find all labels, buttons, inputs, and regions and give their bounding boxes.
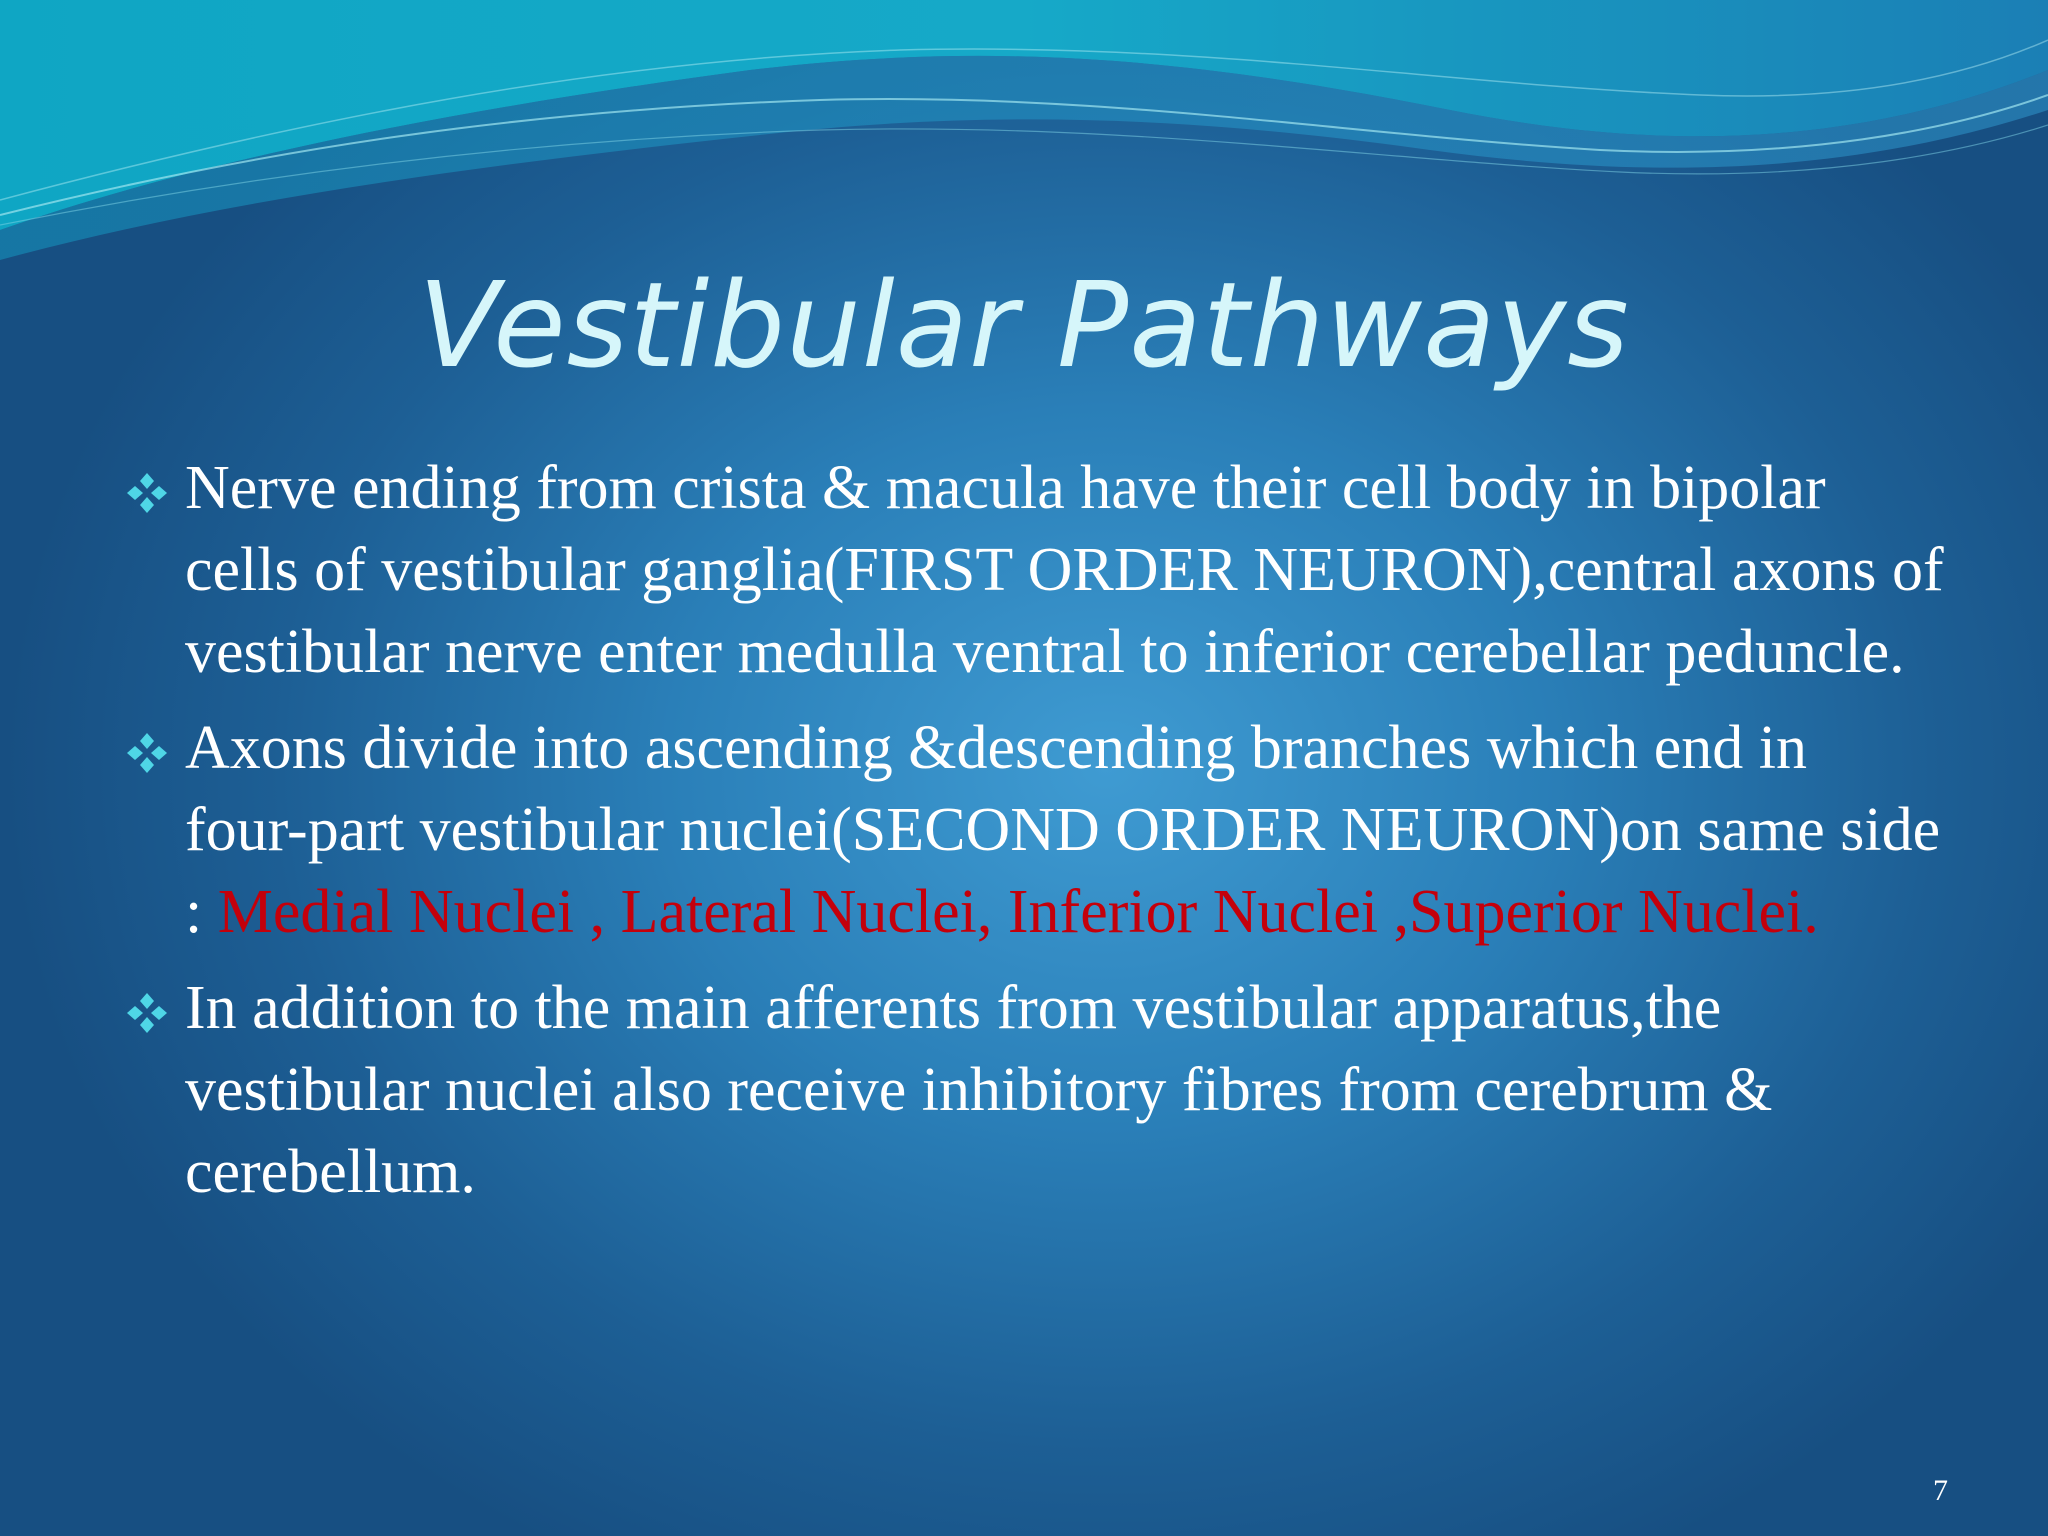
four-diamond-bullet-icon <box>125 731 169 775</box>
bullet-item <box>125 707 1945 953</box>
four-diamond-bullet-icon <box>125 991 169 1035</box>
bullet-item <box>125 967 1945 1213</box>
bullet-text: In addition to the main afferents from vestibular apparatus,the vestibular nuclei also receive inhibitory fibres from cerebrum & cerebellum. <box>185 974 1773 1206</box>
bullet-list <box>125 447 1945 1227</box>
decorative-wave-header <box>0 0 2048 260</box>
bullet-item <box>125 447 1945 693</box>
highlighted-nuclei-list: Medial Nuclei , Lateral Nuclei, Inferior Nuclei ,Superior Nuclei. <box>217 878 1819 946</box>
bullet-text: Nerve ending from crista & macula have their cell body in bipolar cells of vestibular ganglia(FIRST ORDER NEURON),central axons of vestibular nerve enter medulla ventral to inferior cerebellar peduncle. <box>185 454 1944 686</box>
four-diamond-bullet-icon <box>125 471 169 515</box>
page-number: 7 <box>1933 1474 1948 1507</box>
bullet-text: Axons divide into ascending &descending branches which end in four-part vestibular nuclei(SECOND ORDER NEURON)on same side : <box>185 714 1941 946</box>
slide-title: Vestibular Pathways <box>418 256 1630 394</box>
